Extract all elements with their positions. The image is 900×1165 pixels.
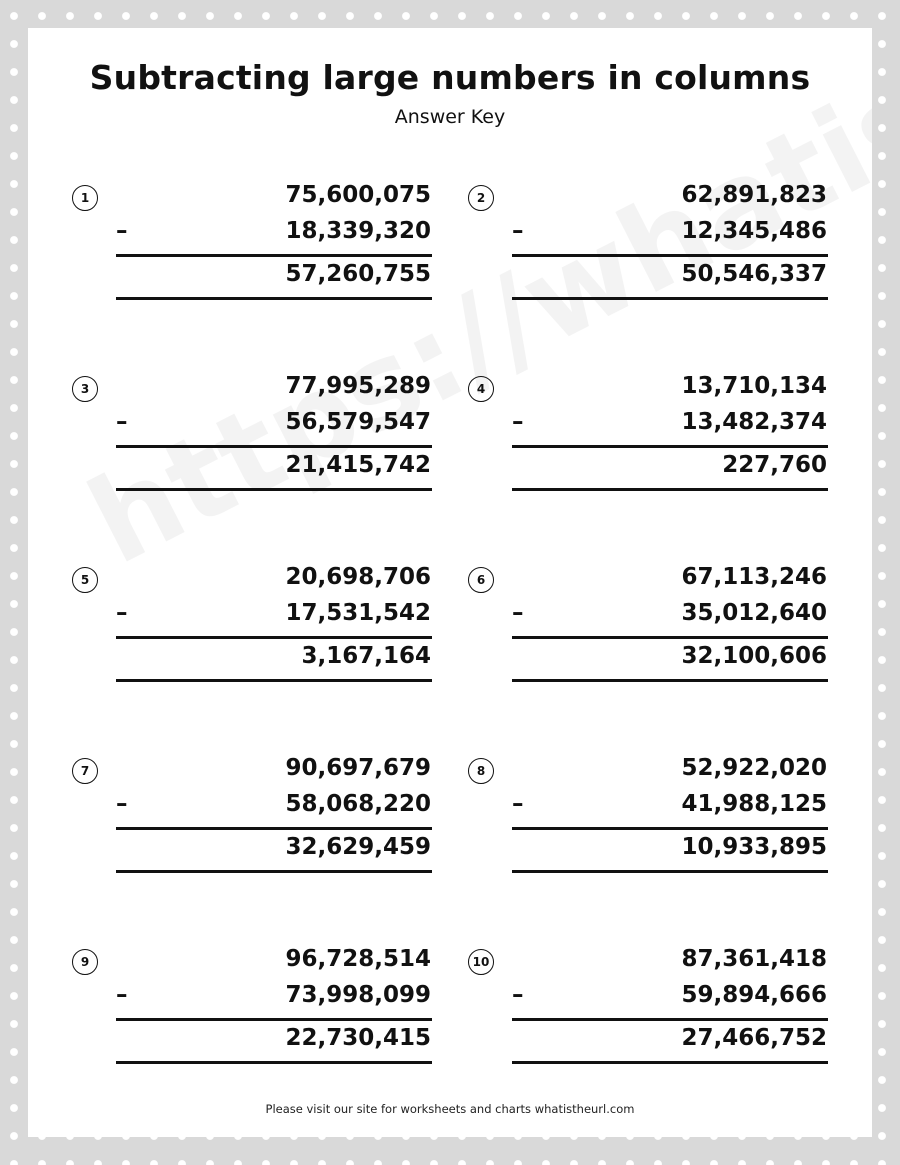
difference-answer: 57,260,755 [285, 261, 431, 287]
minus-sign: – [512, 409, 524, 435]
problem-block [28, 601, 448, 860]
minuend: 13,710,134 [681, 373, 827, 399]
answer-line-top [512, 1018, 828, 1021]
problem-number-badge: 7 [72, 758, 98, 784]
minus-sign: – [116, 791, 128, 817]
problem-number-badge: 4 [468, 376, 494, 402]
problem-block [424, 28, 844, 287]
answer-line-bottom [512, 1061, 828, 1064]
page-subtitle: Answer Key [394, 106, 506, 128]
problem-block [424, 410, 844, 669]
answer-line-bottom [116, 1061, 432, 1064]
problem-number-badge: 10 [468, 949, 494, 975]
problem-block [424, 601, 844, 860]
subtrahend: 73,998,099 [285, 982, 431, 1008]
page-title: Subtracting large numbers in columns [89, 58, 811, 97]
minus-sign: – [116, 218, 128, 244]
problem-number-badge: 2 [468, 185, 494, 211]
minuend: 96,728,514 [285, 946, 431, 972]
difference-answer: 32,100,606 [681, 643, 827, 669]
problem-block [424, 219, 844, 478]
problem-number-badge: 9 [72, 949, 98, 975]
problem-number-badge: 3 [72, 376, 98, 402]
minuend: 75,600,075 [285, 182, 431, 208]
minus-sign: – [512, 218, 524, 244]
worksheet-page [28, 28, 872, 1137]
difference-answer: 227,760 [722, 452, 827, 478]
difference-answer: 50,546,337 [681, 261, 827, 287]
subtrahend: 12,345,486 [681, 218, 827, 244]
minuend: 90,697,679 [285, 755, 431, 781]
minus-sign: – [116, 600, 128, 626]
subtrahend: 59,894,666 [681, 982, 827, 1008]
footer-note: Please visit our site for worksheets and charts whatistheurl.com [265, 1102, 635, 1116]
subtrahend: 18,339,320 [285, 218, 431, 244]
difference-answer: 10,933,895 [681, 834, 827, 860]
minus-sign: – [116, 409, 128, 435]
minus-sign: – [512, 982, 524, 1008]
minuend: 87,361,418 [681, 946, 827, 972]
difference-answer: 22,730,415 [285, 1025, 431, 1051]
subtrahend: 17,531,542 [285, 600, 431, 626]
difference-answer: 21,415,742 [285, 452, 431, 478]
difference-answer: 32,629,459 [285, 834, 431, 860]
problem-block [28, 792, 448, 1051]
minuend: 20,698,706 [285, 564, 431, 590]
problem-block [424, 792, 844, 1051]
problem-block [28, 410, 448, 669]
minuend: 67,113,246 [681, 564, 827, 590]
problem-number-badge: 5 [72, 567, 98, 593]
minus-sign: – [512, 600, 524, 626]
problem-block [28, 28, 448, 287]
minuend: 52,922,020 [681, 755, 827, 781]
problem-number-badge: 8 [468, 758, 494, 784]
answer-line-top [116, 1018, 432, 1021]
minus-sign: – [116, 982, 128, 1008]
minuend: 62,891,823 [681, 182, 827, 208]
problem-block [28, 219, 448, 478]
subtrahend: 56,579,547 [285, 409, 431, 435]
problem-number-badge: 1 [72, 185, 98, 211]
problem-number-badge: 6 [468, 567, 494, 593]
difference-answer: 27,466,752 [681, 1025, 827, 1051]
subtrahend: 35,012,640 [681, 600, 827, 626]
subtrahend: 41,988,125 [681, 791, 827, 817]
difference-answer: 3,167,164 [301, 643, 431, 669]
minuend: 77,995,289 [285, 373, 431, 399]
subtrahend: 58,068,220 [285, 791, 431, 817]
subtrahend: 13,482,374 [681, 409, 827, 435]
minus-sign: – [512, 791, 524, 817]
